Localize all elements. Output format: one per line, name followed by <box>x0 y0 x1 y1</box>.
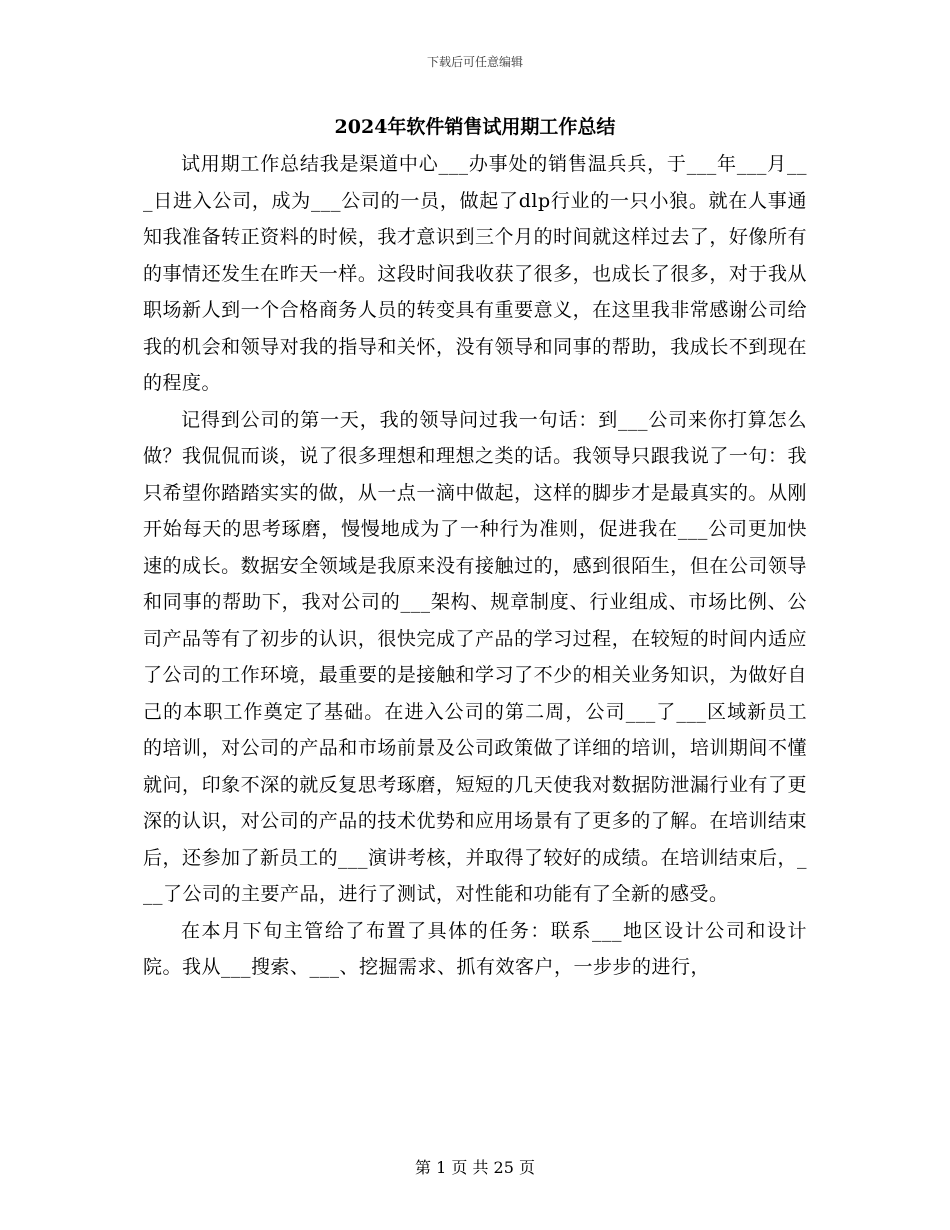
page-number: 第 1 页 共 25 页 <box>415 1158 535 1177</box>
paragraph-1: 试用期工作总结我是渠道中心___办事处的销售温兵兵，于___年___月___日进入公司，成为___公司的一员，做起了dlp行业的一只小狼。就在人事通知我准备转正资料的时候，我才意识到三个月的时间就这样过去了，好像所有的事情还发生在昨天一样。这段时间我收获了很多，也成长了很多，对于我从职场新人到一个合格商务人员的转变具有重要意义，在这里我非常感谢公司给我的机会和领导对我的指导和关怀，没有领导和同事的帮助，我成长不到现在的程度。 <box>143 153 807 394</box>
paragraph-3: 在本月下旬主管给了布置了具体的任务：联系___地区设计公司和设计院。我从___搜索、___、挖掘需求、抓有效客户，一步步的进行， <box>143 919 807 978</box>
paragraph-2: 记得到公司的第一天，我的领导问过我一句话：到___公司来你打算怎么做？我侃侃而谈，说了很多理想和理想之类的话。我领导只跟我说了一句：我只希望你踏踏实实的做，从一点一滴中做起，这样的脚步才是最真实的。从刚开始每天的思考琢磨，慢慢地成为了一种行为准则，促进我在___公司更加快速的成长。数据安全领域是我原来没有接触过的，感到很陌生，但在公司领导和同事的帮助下，我对公司的___架构、规章制度、行业组成、市场比例、公司产品等有了初步的认识，很快完成了产品的学习过程，在较短的时间内适应了公司的工作环境，最重要的是接触和学习了不少的相关业务知识，为做好自己的本职工作奠定了基础。在进入公司的第二周，公司___了___区域新员工的培训，对公司的产品和市场前景及公司政策做了详细的培训，培训期间不懂就问，印象不深的就反复思考琢磨，短短的几天使我对数据防泄漏行业有了更深的认识，对公司的产品的技术优势和应用场景有了更多的了解。在培训结束后，还参加了新员工的___演讲考核，并取得了较好的成绩。在培训结束后，___了公司的主要产品，进行了测试，对性能和功能有了全新的感受。 <box>143 408 808 905</box>
document-title: 2024年软件销售试用期工作总结 <box>334 116 616 138</box>
document-body <box>143 146 807 986</box>
header-note: 下载后可任意编辑 <box>426 55 523 69</box>
